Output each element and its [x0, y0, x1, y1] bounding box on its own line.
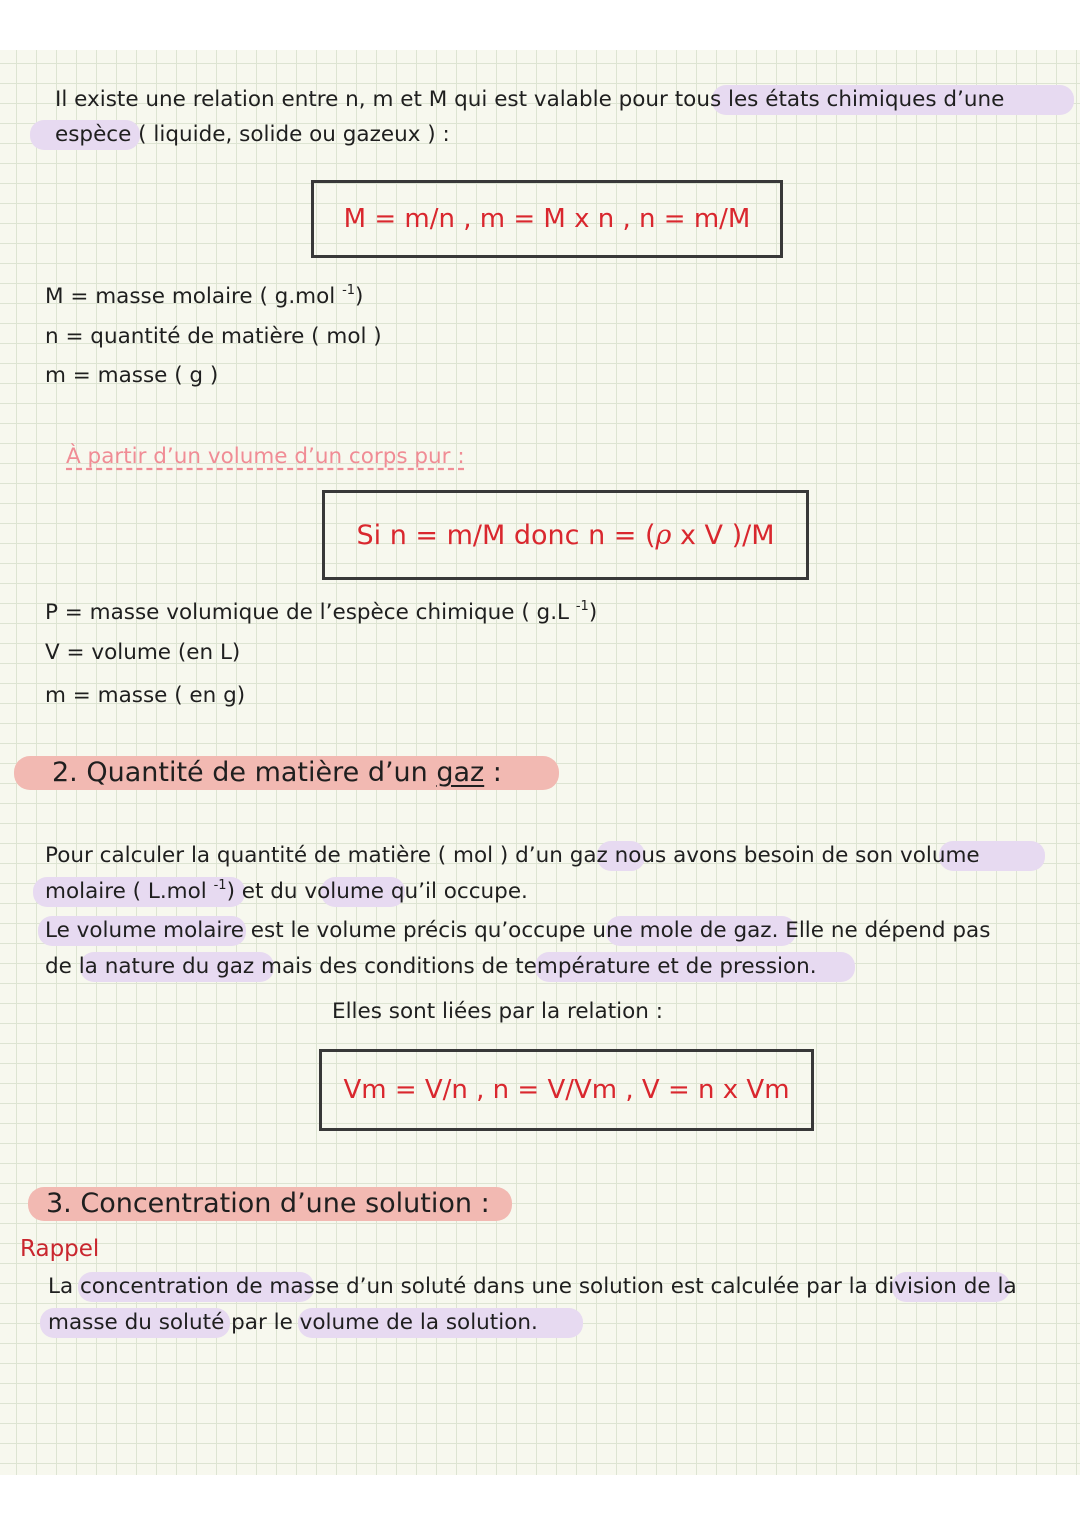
intro-line-1: Il existe une relation entre n, m et M qui est valable pour tous les états chimiques d’une	[55, 87, 1005, 112]
molar-volume-line-1: Le volume molaire est le volume précis qu’occupe une mole de gaz. Elle ne dépend pas	[45, 918, 991, 943]
definition-m: m = masse ( g )	[45, 363, 219, 388]
concentration-line-2: masse du soluté par le volume de la solution.	[48, 1310, 538, 1335]
formula-text: Si n = m/M donc n = (ρ x V )/M	[356, 519, 775, 551]
gas-paragraph-line-2: molaire ( L.mol $^{-1}$) et du volume qu’il occupe.	[45, 878, 528, 904]
subheading-volume: À partir d’un volume d’un corps pur :	[66, 444, 465, 469]
formula-text: M = m/n , m = M x n , n = m/M	[343, 204, 751, 234]
section-3-title: 3. Concentration d’une solution :	[46, 1188, 490, 1219]
definition-V: V = volume (en L)	[45, 640, 241, 665]
section-2-title: 2. Quantité de matière d’un gaz :	[52, 757, 502, 788]
gas-paragraph-line-1: Pour calculer la quantité de matière ( mol ) d’un gaz nous avons besoin de son volume	[45, 843, 980, 868]
intro-line-2: espèce ( liquide, solide ou gazeux ) :	[55, 122, 450, 147]
formula-box-molar-mass	[311, 180, 783, 258]
definition-mass: m = masse ( en g)	[45, 683, 246, 708]
rappel-label: Rappel	[20, 1236, 100, 1262]
formula-box-molar-volume	[319, 1049, 814, 1131]
definition-n: n = quantité de matière ( mol )	[45, 324, 382, 349]
molar-volume-line-2: de la nature du gaz mais des conditions de température et de pression.	[45, 954, 817, 979]
formula-text: Vm = V/n , n = V/Vm , V = n x Vm	[343, 1075, 790, 1105]
definition-M: M = masse molaire ( g.mol $^{-1}$)	[45, 283, 364, 309]
definition-rho: P = masse volumique de l’espèce chimique ( g.L $^{-1}$)	[45, 599, 598, 625]
formula-box-volume	[322, 490, 809, 580]
relation-text: Elles sont liées par la relation :	[332, 999, 663, 1024]
concentration-line-1: La concentration de masse d’un soluté dans une solution est calculée par la division de la	[48, 1274, 1017, 1299]
